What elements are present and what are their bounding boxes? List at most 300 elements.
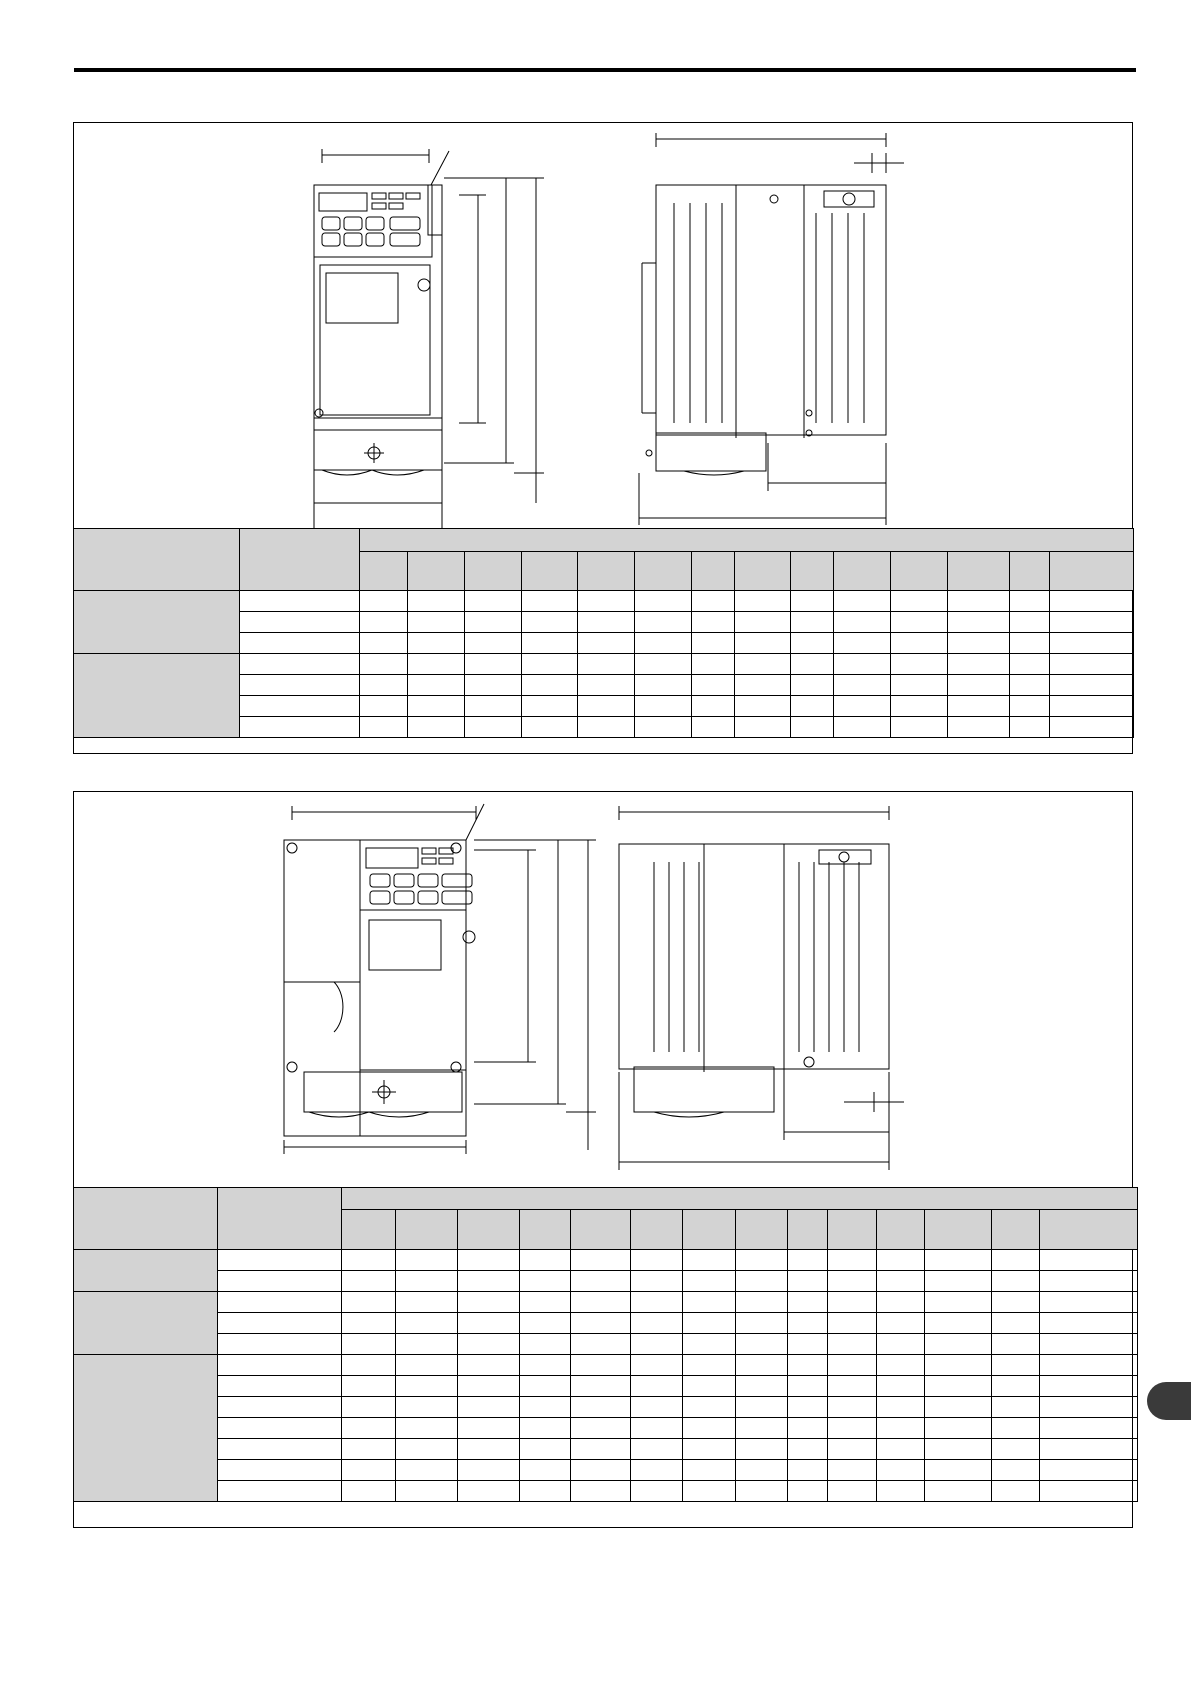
header-cell xyxy=(692,552,735,591)
table-cell xyxy=(877,1292,925,1313)
table-cell xyxy=(1040,1418,1138,1439)
table-cell xyxy=(520,1439,571,1460)
table-cell xyxy=(342,1250,396,1271)
table-cell xyxy=(788,1355,828,1376)
table-cell xyxy=(578,717,635,738)
header-cell xyxy=(635,552,692,591)
table-cell xyxy=(218,1397,342,1418)
table-cell xyxy=(571,1355,631,1376)
table-cell xyxy=(1050,591,1134,612)
table-cell xyxy=(631,1355,683,1376)
table-cell xyxy=(578,591,635,612)
header-cell xyxy=(342,1188,1138,1210)
table-cell xyxy=(736,1460,788,1481)
table-cell xyxy=(342,1397,396,1418)
table-cell xyxy=(736,1397,788,1418)
table-cell xyxy=(834,591,891,612)
table-cell xyxy=(1010,717,1050,738)
header-cell xyxy=(458,1210,520,1250)
table-cell xyxy=(1040,1481,1138,1502)
table-cell xyxy=(458,1460,520,1481)
table-cell xyxy=(520,1397,571,1418)
table-cell xyxy=(992,1334,1040,1355)
table-cell xyxy=(218,1271,342,1292)
table-cell xyxy=(396,1250,458,1271)
table-cell xyxy=(218,1292,342,1313)
table-cell xyxy=(240,696,360,717)
table-cell xyxy=(834,633,891,654)
table-cell xyxy=(925,1439,992,1460)
table-cell xyxy=(631,1334,683,1355)
table-cell xyxy=(992,1355,1040,1376)
header-cell xyxy=(735,552,791,591)
header-cell xyxy=(834,552,891,591)
group-cell xyxy=(74,591,240,654)
table-cell xyxy=(828,1397,877,1418)
header-cell xyxy=(736,1210,788,1250)
dimension-table-1 xyxy=(73,528,1134,738)
header-cell xyxy=(788,1210,828,1250)
table-cell xyxy=(1050,696,1134,717)
table-cell xyxy=(992,1481,1040,1502)
table-cell xyxy=(631,1271,683,1292)
table-cell xyxy=(571,1271,631,1292)
table-cell xyxy=(465,675,522,696)
table-cell xyxy=(736,1250,788,1271)
table-cell xyxy=(736,1292,788,1313)
table-cell xyxy=(571,1397,631,1418)
table-cell xyxy=(788,1334,828,1355)
side-view xyxy=(619,806,904,1170)
table-cell xyxy=(360,696,408,717)
table-cell xyxy=(578,654,635,675)
table-cell xyxy=(683,1460,736,1481)
table-cell xyxy=(240,612,360,633)
table-cell xyxy=(218,1334,342,1355)
table-cell xyxy=(683,1397,736,1418)
table-cell xyxy=(520,1376,571,1397)
table-cell xyxy=(1040,1439,1138,1460)
table-cell xyxy=(1050,633,1134,654)
table-cell xyxy=(1040,1355,1138,1376)
table-cell xyxy=(834,717,891,738)
drive-drawing-2 xyxy=(74,792,1134,1187)
table-cell xyxy=(396,1481,458,1502)
table-cell xyxy=(1040,1313,1138,1334)
table-cell xyxy=(828,1334,877,1355)
table-cell xyxy=(631,1397,683,1418)
table-cell xyxy=(635,591,692,612)
side-view xyxy=(639,133,904,525)
table-cell xyxy=(520,1460,571,1481)
table-cell xyxy=(736,1418,788,1439)
table-cell xyxy=(877,1439,925,1460)
chapter-tab xyxy=(1147,1382,1191,1420)
table-cell xyxy=(578,675,635,696)
table-cell xyxy=(948,633,1010,654)
table-row xyxy=(74,1271,1138,1292)
dimension-table-2 xyxy=(73,1187,1138,1502)
table-cell xyxy=(735,591,791,612)
table-cell xyxy=(925,1418,992,1439)
table-cell xyxy=(925,1355,992,1376)
table-cell xyxy=(891,612,948,633)
table-cell xyxy=(465,696,522,717)
table-cell xyxy=(992,1271,1040,1292)
table-cell xyxy=(791,654,834,675)
table-cell xyxy=(342,1376,396,1397)
table-cell xyxy=(692,675,735,696)
table-cell xyxy=(578,633,635,654)
table-cell xyxy=(791,612,834,633)
table-cell xyxy=(1040,1271,1138,1292)
table-cell xyxy=(396,1439,458,1460)
table-cell xyxy=(360,654,408,675)
table-cell xyxy=(692,717,735,738)
table-body xyxy=(74,1250,1138,1502)
table-cell xyxy=(1050,717,1134,738)
header-cell xyxy=(465,552,522,591)
table-cell xyxy=(520,1250,571,1271)
table-cell xyxy=(788,1481,828,1502)
table-cell xyxy=(360,675,408,696)
table-cell xyxy=(360,591,408,612)
table-cell xyxy=(828,1460,877,1481)
table-row xyxy=(74,591,1134,612)
table-cell xyxy=(948,654,1010,675)
table-cell xyxy=(342,1334,396,1355)
table-cell xyxy=(631,1250,683,1271)
table-cell xyxy=(891,633,948,654)
table-cell xyxy=(631,1292,683,1313)
header-cell xyxy=(520,1210,571,1250)
table-cell xyxy=(465,591,522,612)
table-cell xyxy=(218,1439,342,1460)
table-cell xyxy=(631,1418,683,1439)
table-cell xyxy=(571,1250,631,1271)
table-cell xyxy=(788,1439,828,1460)
table-cell xyxy=(465,717,522,738)
table-cell xyxy=(736,1313,788,1334)
table-row xyxy=(74,1313,1138,1334)
table-cell xyxy=(925,1376,992,1397)
front-view xyxy=(284,804,596,1154)
table-cell xyxy=(240,654,360,675)
table-row xyxy=(74,1292,1138,1313)
table-cell xyxy=(834,612,891,633)
table-cell xyxy=(877,1418,925,1439)
table-cell xyxy=(683,1355,736,1376)
table-cell xyxy=(458,1313,520,1334)
table-cell xyxy=(788,1292,828,1313)
table-cell xyxy=(635,654,692,675)
table-header-row xyxy=(74,1188,1138,1210)
table-cell xyxy=(736,1334,788,1355)
table-cell xyxy=(791,591,834,612)
table-cell xyxy=(992,1313,1040,1334)
table-cell xyxy=(948,675,1010,696)
table-cell xyxy=(360,633,408,654)
header-cell xyxy=(683,1210,736,1250)
table-cell xyxy=(458,1376,520,1397)
table-cell xyxy=(635,717,692,738)
table-cell xyxy=(1040,1292,1138,1313)
table-cell xyxy=(1010,633,1050,654)
table-cell xyxy=(877,1334,925,1355)
table-cell xyxy=(218,1355,342,1376)
table-cell xyxy=(828,1271,877,1292)
table-cell xyxy=(342,1292,396,1313)
table-cell xyxy=(788,1418,828,1439)
header-cell xyxy=(522,552,578,591)
table-cell xyxy=(360,612,408,633)
table-cell xyxy=(342,1313,396,1334)
table-cell xyxy=(735,612,791,633)
table-cell xyxy=(342,1439,396,1460)
table-cell xyxy=(736,1481,788,1502)
table-cell xyxy=(925,1292,992,1313)
table-cell xyxy=(408,654,465,675)
table-cell xyxy=(578,696,635,717)
table-row xyxy=(74,1397,1138,1418)
header-cell xyxy=(218,1188,342,1250)
table-cell xyxy=(1010,696,1050,717)
table-cell xyxy=(240,717,360,738)
table-cell xyxy=(788,1250,828,1271)
header-cell xyxy=(925,1210,992,1250)
table-cell xyxy=(925,1271,992,1292)
table-cell xyxy=(465,612,522,633)
group-cell xyxy=(74,1355,218,1502)
table-cell xyxy=(992,1439,1040,1460)
table-cell xyxy=(342,1418,396,1439)
header-cell xyxy=(877,1210,925,1250)
table-cell xyxy=(571,1376,631,1397)
table-cell xyxy=(522,675,578,696)
table-cell xyxy=(1040,1376,1138,1397)
table-cell xyxy=(396,1271,458,1292)
table-cell xyxy=(834,696,891,717)
table-cell xyxy=(396,1313,458,1334)
header-rule xyxy=(74,68,1136,72)
table-cell xyxy=(396,1292,458,1313)
table-cell xyxy=(828,1250,877,1271)
table-cell xyxy=(240,633,360,654)
table-cell xyxy=(1010,675,1050,696)
group-cell xyxy=(74,654,240,738)
table-cell xyxy=(458,1418,520,1439)
table-cell xyxy=(571,1313,631,1334)
table-cell xyxy=(948,717,1010,738)
table-cell xyxy=(522,591,578,612)
table-row xyxy=(74,1355,1138,1376)
table-cell xyxy=(925,1313,992,1334)
table-cell xyxy=(1040,1397,1138,1418)
table-row xyxy=(74,654,1134,675)
table-cell xyxy=(578,612,635,633)
table-cell xyxy=(828,1418,877,1439)
table-cell xyxy=(683,1418,736,1439)
table-cell xyxy=(948,591,1010,612)
header-cell xyxy=(828,1210,877,1250)
table-cell xyxy=(520,1355,571,1376)
header-cell xyxy=(342,1210,396,1250)
table-cell xyxy=(877,1271,925,1292)
table-cell xyxy=(458,1271,520,1292)
table-cell xyxy=(571,1439,631,1460)
table-cell xyxy=(828,1355,877,1376)
table-cell xyxy=(736,1355,788,1376)
table-cell xyxy=(396,1334,458,1355)
table-cell xyxy=(891,675,948,696)
table-cell xyxy=(396,1460,458,1481)
header-cell xyxy=(74,529,240,591)
table-row xyxy=(74,1460,1138,1481)
table-cell xyxy=(992,1376,1040,1397)
table-cell xyxy=(828,1481,877,1502)
table-cell xyxy=(342,1271,396,1292)
table-cell xyxy=(458,1292,520,1313)
table-cell xyxy=(877,1250,925,1271)
table-cell xyxy=(631,1460,683,1481)
table-cell xyxy=(891,696,948,717)
table-cell xyxy=(458,1439,520,1460)
dimension-figure-2 xyxy=(73,791,1133,1528)
table-cell xyxy=(218,1250,342,1271)
table-cell xyxy=(522,612,578,633)
table-cell xyxy=(408,591,465,612)
table-cell xyxy=(735,633,791,654)
table-cell xyxy=(360,717,408,738)
table-cell xyxy=(396,1397,458,1418)
dimension-figure-1 xyxy=(73,122,1133,754)
table-cell xyxy=(522,633,578,654)
table-row xyxy=(74,1334,1138,1355)
header-cell xyxy=(1010,552,1050,591)
table-cell xyxy=(218,1460,342,1481)
header-cell xyxy=(571,1210,631,1250)
header-cell xyxy=(578,552,635,591)
table-cell xyxy=(458,1355,520,1376)
table-cell xyxy=(791,675,834,696)
table-cell xyxy=(522,696,578,717)
header-cell xyxy=(948,552,1010,591)
table-cell xyxy=(925,1397,992,1418)
table-cell xyxy=(891,654,948,675)
table-cell xyxy=(683,1439,736,1460)
table-cell xyxy=(735,717,791,738)
group-cell xyxy=(74,1292,218,1355)
table-cell xyxy=(891,591,948,612)
table-cell xyxy=(635,633,692,654)
table-cell xyxy=(1050,612,1134,633)
table-cell xyxy=(948,696,1010,717)
table-cell xyxy=(1040,1460,1138,1481)
table-cell xyxy=(877,1355,925,1376)
table-cell xyxy=(992,1460,1040,1481)
table-cell xyxy=(408,633,465,654)
table-cell xyxy=(520,1313,571,1334)
table-cell xyxy=(571,1418,631,1439)
header-cell xyxy=(992,1210,1040,1250)
table-cell xyxy=(925,1334,992,1355)
table-cell xyxy=(683,1376,736,1397)
table-cell xyxy=(692,633,735,654)
table-cell xyxy=(925,1481,992,1502)
table-cell xyxy=(342,1481,396,1502)
table-cell xyxy=(788,1376,828,1397)
header-cell xyxy=(1040,1210,1138,1250)
table-cell xyxy=(458,1250,520,1271)
table-cell xyxy=(635,696,692,717)
table-cell xyxy=(520,1271,571,1292)
table-cell xyxy=(522,717,578,738)
table-cell xyxy=(692,591,735,612)
table-cell xyxy=(692,696,735,717)
table-cell xyxy=(877,1460,925,1481)
table-cell xyxy=(635,612,692,633)
table-cell xyxy=(683,1481,736,1502)
group-cell xyxy=(74,1250,218,1292)
table-cell xyxy=(1010,654,1050,675)
table-cell xyxy=(520,1292,571,1313)
table-cell xyxy=(828,1313,877,1334)
table-cell xyxy=(571,1292,631,1313)
table-cell xyxy=(458,1481,520,1502)
table-cell xyxy=(828,1376,877,1397)
table-cell xyxy=(218,1481,342,1502)
table-cell xyxy=(992,1250,1040,1271)
table-cell xyxy=(877,1397,925,1418)
table-cell xyxy=(788,1397,828,1418)
table-row xyxy=(74,1418,1138,1439)
table-cell xyxy=(408,675,465,696)
table-cell xyxy=(692,612,735,633)
table-cell xyxy=(834,654,891,675)
table-cell xyxy=(520,1334,571,1355)
table-cell xyxy=(736,1376,788,1397)
table-cell xyxy=(683,1250,736,1271)
table-cell xyxy=(631,1439,683,1460)
header-cell xyxy=(360,529,1134,552)
table-cell xyxy=(342,1460,396,1481)
table-cell xyxy=(571,1334,631,1355)
table-cell xyxy=(342,1355,396,1376)
table-cell xyxy=(735,696,791,717)
table-cell xyxy=(1050,654,1134,675)
table-cell xyxy=(218,1418,342,1439)
table-cell xyxy=(396,1355,458,1376)
table-cell xyxy=(571,1481,631,1502)
table-cell xyxy=(631,1376,683,1397)
drive-drawing-1 xyxy=(74,123,1134,528)
table-cell xyxy=(791,717,834,738)
table-cell xyxy=(834,675,891,696)
table-cell xyxy=(408,612,465,633)
header-cell xyxy=(240,529,360,591)
table-cell xyxy=(396,1376,458,1397)
header-cell xyxy=(891,552,948,591)
table-cell xyxy=(992,1418,1040,1439)
table-row xyxy=(74,1376,1138,1397)
table-cell xyxy=(683,1313,736,1334)
table-cell xyxy=(465,633,522,654)
table-cell xyxy=(458,1334,520,1355)
table-cell xyxy=(877,1313,925,1334)
table-cell xyxy=(735,654,791,675)
table-header-row xyxy=(74,529,1134,552)
table-cell xyxy=(522,654,578,675)
